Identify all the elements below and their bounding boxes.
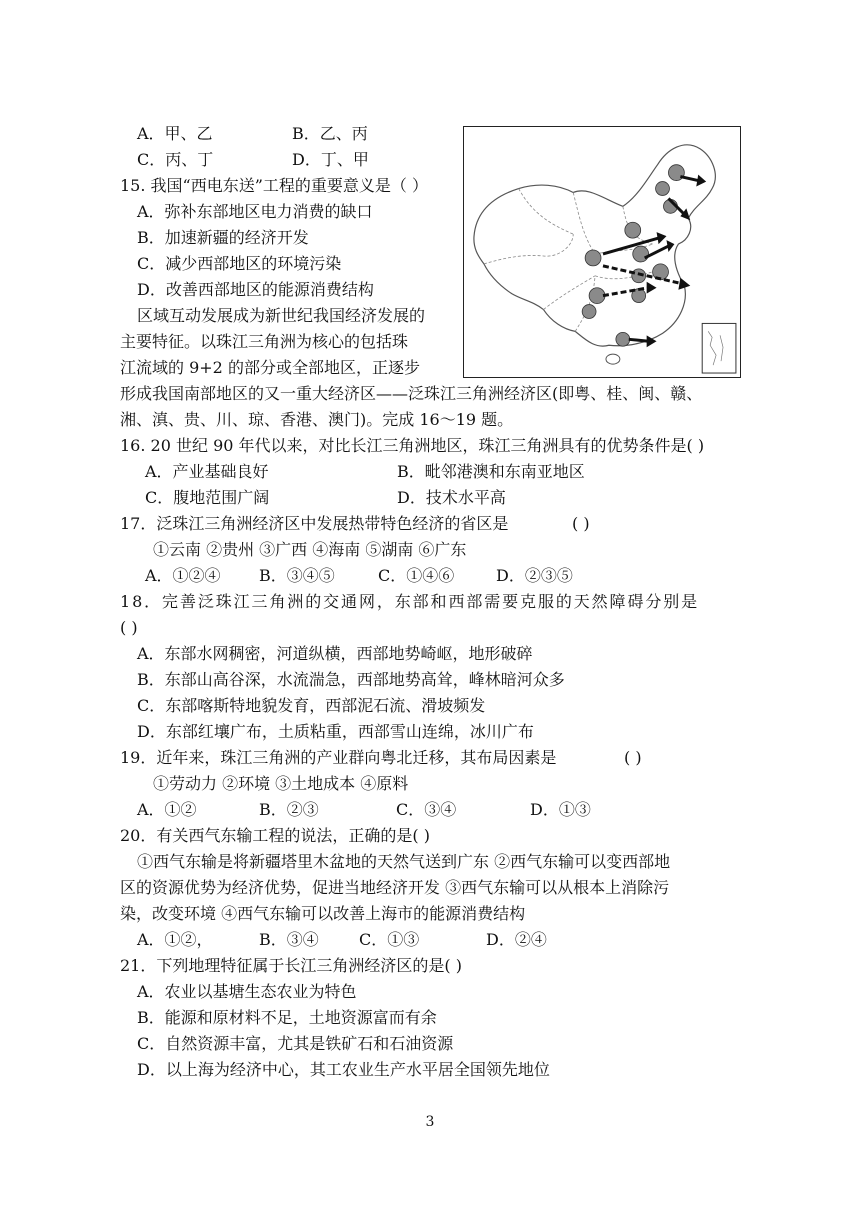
q21-stem: 21．下列地理特征属于长江三角洲经济区的是( ) <box>120 956 462 975</box>
q19-option-c: C．③④ <box>396 800 457 819</box>
q21-option-a: A．农业以基塘生态农业为特色 <box>137 982 357 1001</box>
q15-stem: 15. 我国“西电东送”工程的重要意义是（ ） <box>120 176 428 195</box>
china-map-figure <box>463 126 741 378</box>
q19-choices: ①劳动力 ②环境 ③土地成本 ④原料 <box>153 774 409 793</box>
page-number: 3 <box>425 1114 435 1130</box>
q16-option-a: A．产业基础良好 <box>145 462 269 481</box>
passage-line-4: 形成我国南部地区的又一重大经济区——泛珠江三角洲经济区(即粤、桂、闽、赣、 <box>120 384 703 403</box>
passage-line-3: 江流域的 9+2 的部分或全部地区，正逐步 <box>120 358 420 377</box>
q21-option-d: D．以上海为经济中心，其工农业生产水平居全国领先地位 <box>137 1060 550 1079</box>
q19-answer-paren: ( ) <box>624 748 642 767</box>
q18-option-b: B．东部山高谷深，水流湍急，西部地势高耸，峰林暗河众多 <box>137 670 565 689</box>
q18-option-c: C．东部喀斯特地貌发育，西部泥石流、滑坡频发 <box>137 696 486 715</box>
q14-option-d: D．丁、甲 <box>292 150 369 169</box>
q16-option-d: D．技术水平高 <box>397 488 506 507</box>
q17-stem: 17．泛珠江三角洲经济区中发展热带特色经济的省区是 <box>120 514 509 533</box>
q15-option-a: A．弥补东部地区电力消费的缺口 <box>137 202 373 221</box>
q16-stem: 16. 20 世纪 90 年代以来，对比长江三角洲地区，珠江三角洲具有的优势条件是( ) <box>120 436 705 455</box>
q20-statement-line-1: ①西气东输是将新疆塔里木盆地的天然气送到广东 ②西气东输可以变西部地 <box>137 852 671 871</box>
q17-option-a: A．①②④ <box>145 566 221 585</box>
q16-option-c: C．腹地范围广阔 <box>145 488 270 507</box>
q18-stem: 18．完善泛珠江三角洲的交通网，东部和西部需要克服的天然障碍分别是 <box>120 592 700 611</box>
q17-option-b: B．③④⑤ <box>259 566 335 585</box>
q17-option-d: D．②③⑤ <box>496 566 573 585</box>
q20-option-a: A．①②， <box>137 930 213 949</box>
q16-option-b: B．毗邻港澳和东南亚地区 <box>397 462 585 481</box>
q19-option-d: D．①③ <box>530 800 591 819</box>
q14-option-c: C．丙、丁 <box>137 150 214 169</box>
passage-line-1: 区域互动发展成为新世纪我国经济发展的 <box>137 306 426 325</box>
q19-option-a: A．①② <box>137 800 197 819</box>
q20-option-d: D．②④ <box>486 930 547 949</box>
q20-option-b: B．③④ <box>259 930 319 949</box>
q21-option-c: C．自然资源丰富，尤其是铁矿石和石油资源 <box>137 1034 454 1053</box>
q20-stem: 20．有关西气东输工程的说法，正确的是( ) <box>120 826 430 845</box>
q17-choices: ①云南 ②贵州 ③广西 ④海南 ⑤湖南 ⑥广东 <box>153 540 467 559</box>
q14-option-b: B．乙、丙 <box>292 124 368 143</box>
q15-option-c: C．减少西部地区的环境污染 <box>137 254 342 273</box>
q21-option-b: B．能源和原材料不足，土地资源富而有余 <box>137 1008 437 1027</box>
q18-option-d: D．东部红壤广布，土质粘重，西部雪山连绵，冰川广布 <box>137 722 534 741</box>
q18-option-a: A．东部水网稠密，河道纵横，西部地势崎岖，地形破碎 <box>137 644 533 663</box>
q14-option-a: A．甲、乙 <box>137 124 213 143</box>
q15-option-b: B．加速新疆的经济开发 <box>137 228 309 247</box>
q18-answer-paren: ( ) <box>120 618 138 637</box>
china-map-power-transmission-icon <box>464 127 740 377</box>
q19-stem: 19．近年来，珠江三角洲的产业群向粤北迁移，其布局因素是 <box>120 748 557 767</box>
q20-statement-line-3: 染，改变环境 ④西气东输可以改善上海市的能源消费结构 <box>120 904 526 923</box>
q17-answer-paren: ( ) <box>572 514 590 533</box>
q20-option-c: C．①③ <box>359 930 420 949</box>
q20-statement-line-2: 区的资源优势为经济优势，促进当地经济开发 ③西气东输可以从根本上消除污 <box>120 878 670 897</box>
passage-line-5: 湘、滇、贵、川、琼、香港、澳门)。完成 16～19 题。 <box>120 410 514 429</box>
passage-line-2: 主要特征。以珠江三角洲为核心的包括珠 <box>120 332 409 351</box>
q19-option-b: B．②③ <box>259 800 319 819</box>
q15-option-d: D．改善西部地区的能源消费结构 <box>137 280 374 299</box>
q17-option-c: C．①④⑥ <box>378 566 455 585</box>
